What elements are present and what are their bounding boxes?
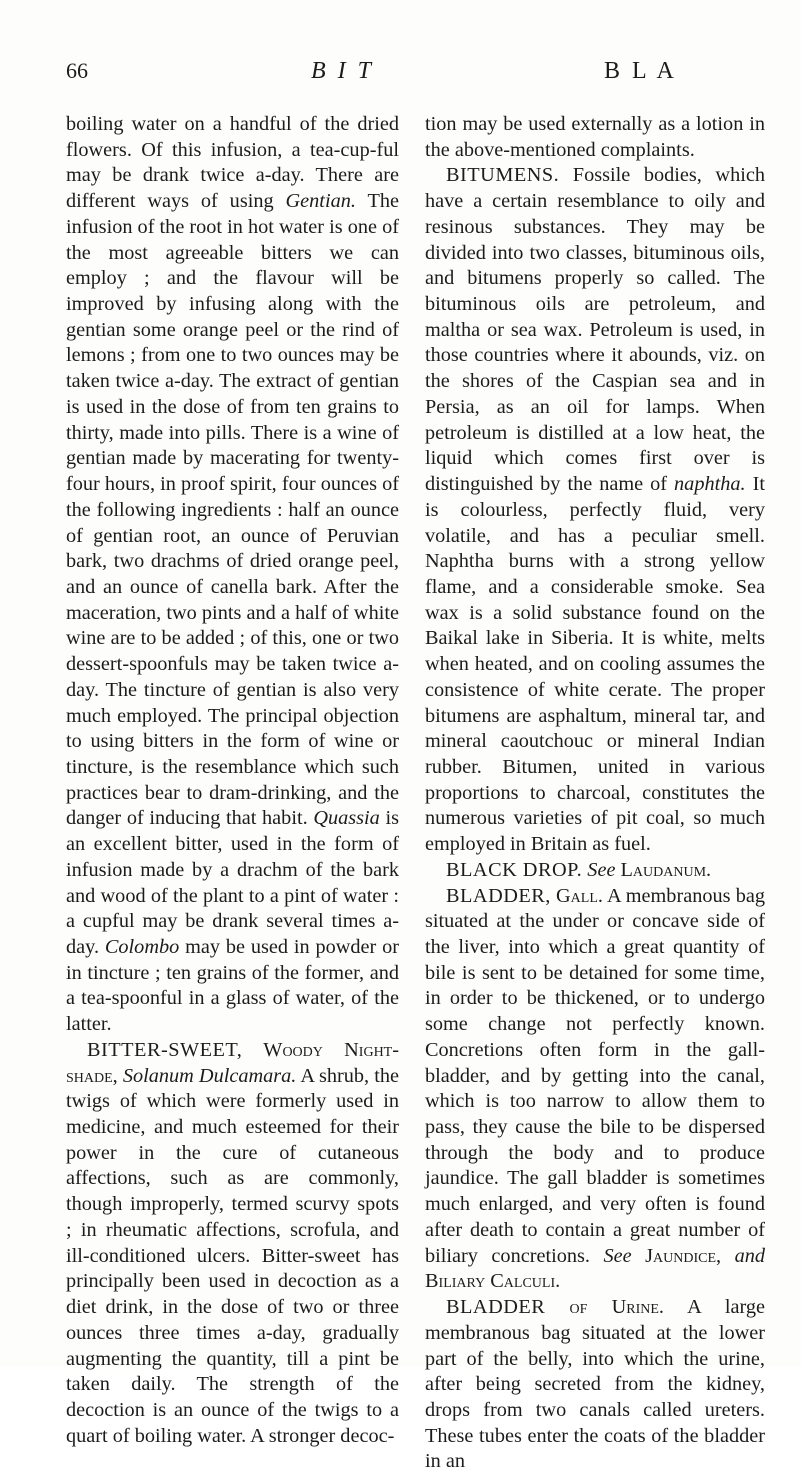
entry-bitumens: BITUMENS. Fossile bodies, which have a certain resemblance to oily and resinous substances. They may be divided into two classes, bituminous oils, and bitumens properly so called. The bituminous oils are petroleum, and maltha or sea wax. Petroleum is used, in those countries where it abounds, viz. on the shores of the Caspian sea and in Persia, as an oil for lamps. When petroleum is distilled at a low heat, the liquid which comes first over is distinguished by the name of naphtha. It is colourless, perfectly fluid, very volatile, and has a peculiar smell. Naphtha burns with a strong yellow flame, and a considerable smoke. Sea wax is a solid substance found on the Baikal lake in Siberia. It is white, melts when heated, and on cooling assumes the consistence of white cerate. The proper bitumens are asphaltum, mineral tar, and mineral caoutchouc or mineral Indian rubber. Bitumen, united in various proportions to charcoal, constitutes the numerous varieties of pit coal, so much employed in Britain as fuel. <box>425 164 765 856</box>
entry-bladder-gall: BLADDER, Gall. A membranous bag situated at the under or concave side of the liver, into which a great quantity of bile is sent to be detained for some time, in order to be thickened, or to undergo some change not perfectly known. Concretions often form in the gall-bladder, and by getting into the canal, which is too narrow to allow them to pass, they cause the bile to be dispersed through the body and to produce jaundice. The gall bladder is sometimes much enlarged, and very often is found after death to contain a great number of biliary concretions. See Jaundice, and Biliary Calculi. <box>425 884 766 1293</box>
catchword-left: B I T <box>311 58 374 84</box>
entry-black-drop: BLACK DROP. See Laudanum. <box>446 858 712 881</box>
headword: BITTER-SWEET, <box>87 1038 243 1061</box>
entry-bitter-sweet: BITTER-SWEET, Woody Night-shade, Solanum Dulcamara. A shrub, the twigs of which were formerly used in medicine, and much esteemed for their power in the cure of cutaneous affections, such as are commonly, though improperly, termed scurvy spots ; in rheumatic affections, scrofula, and ill-conditioned ulcers. Bitter-sweet has principally been used in decoction as a diet drink, in the dose of two or three ounces three times a-day, gradually augmenting the quantity, till a pint be taken daily. The strength of the decoction is an ounce of the twigs to a quart of boiling water. A stronger decoc- <box>66 1038 399 1447</box>
headword: BLADDER, <box>446 884 551 907</box>
headword: BLADDER <box>446 1296 546 1319</box>
left-column <box>66 112 399 1449</box>
headword: BLACK DROP. <box>446 858 583 881</box>
headword: BITUMENS. <box>446 164 560 187</box>
running-header <box>66 58 772 92</box>
bitter-sweet-continuation: tion may be used externally as a lotion in the above-mentioned complaints. <box>425 113 765 161</box>
entry-bladder-of-urine: BLADDER of Urine. A large membranous bag situated at the lower part of the belly, into which the urine, after being secreted from the kidney, drops from two canals called ureters. These tubes enter the coats of the bladder in an <box>425 1296 766 1473</box>
catchword-right: B L A <box>604 58 677 84</box>
gentian-continuation: boiling water on a handful of the dried flowers. Of this infusion, a tea-cup-ful may be drank twice a-day. There are different ways of using Gentian. The infusion of the root in hot water is one of the most agreeable bitters we can employ ; and the flavour will be improved by infusing along with the gentian some orange peel or the rind of lemons ; from one to two ounces may be taken twice a-day. The extract of gentian is used in the dose of from ten grains to thirty, made into pills. There is a wine of gentian made by macerating for twenty-four hours, in proof spirit, four ounces of the following ingredients : half an ounce of gentian root, an ounce of Peruvian bark, two drachms of dried orange peel, and an ounce of canella bark. After the maceration, two pints and a half of white wine are to be added ; of this, one or two dessert-spoonfuls may be taken twice a-day. The tincture of gentian is also very much employed. The principal objection to using bitters in the form of wine or tincture, is the resemblance which such practices bear to dram-drinking, and the danger of inducing that habit. Quassia is an excellent bitter, used in the form of infusion made by a drachm of the bark and wood of the plant to a pint of water : a cupful may be drank several times a-day. Colombo may be used in powder or in tincture ; ten grains of the former, and a tea-spoonful in a glass of water, of the latter. <box>66 113 399 1036</box>
page-number: 66 <box>66 58 88 83</box>
right-column <box>425 112 765 1475</box>
